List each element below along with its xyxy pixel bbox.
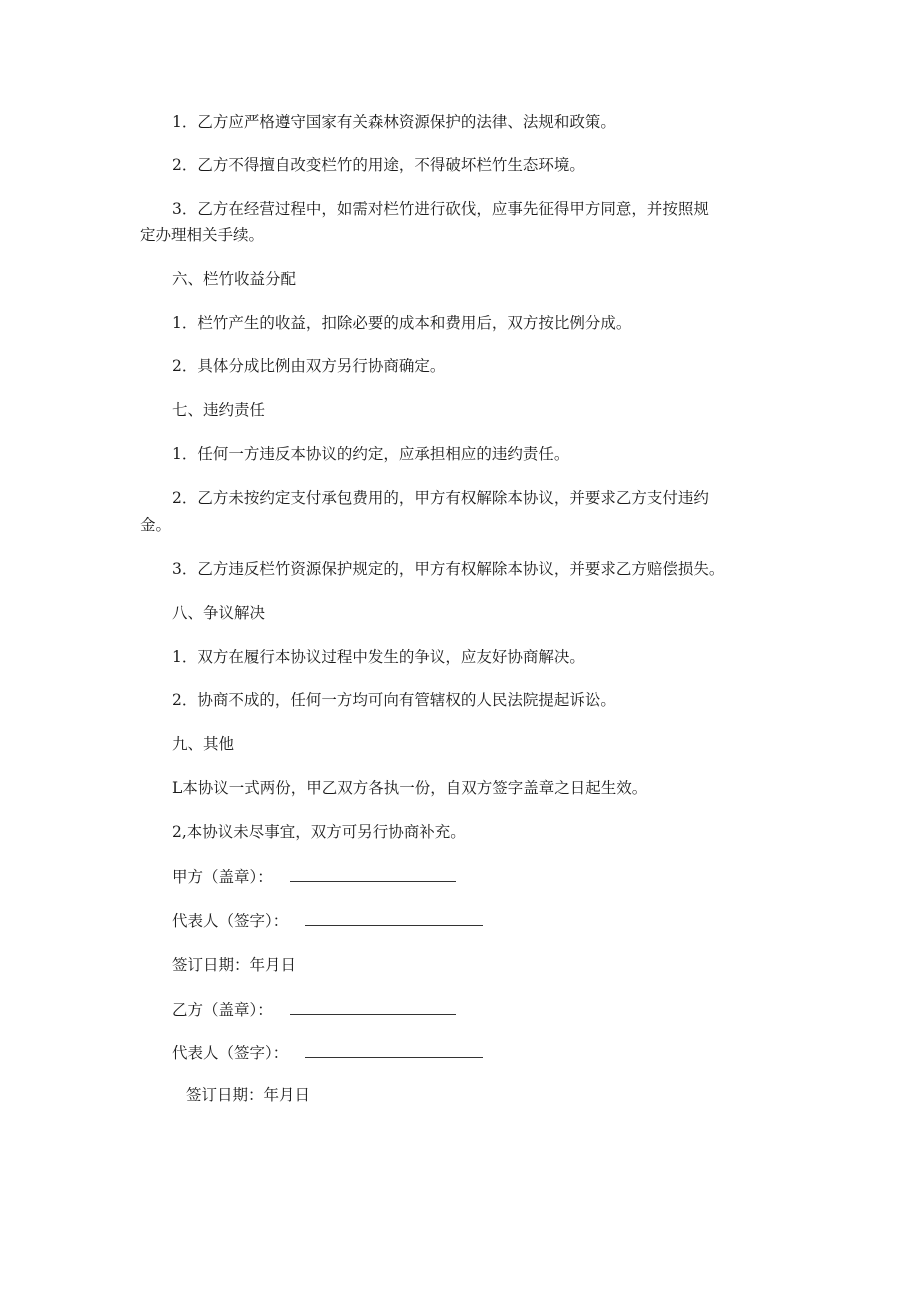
clause-8-2: 2．协商不成的，任何一方均可向有管辖权的人民法院提起诉讼。 — [172, 691, 616, 709]
clause-6-1: 1．栏竹产生的收益，扣除必要的成本和费用后，双方按比例分成。 — [172, 314, 632, 332]
clause-9-1: L本协议一式两份，甲乙双方各执一份，自双方签字盖章之日起生效。 — [172, 779, 648, 797]
party-b-rep-label: 代表人（签字）： — [172, 1044, 289, 1062]
clause-7-2: 2．乙方未按约定支付承包费用的，甲方有权解除本协议，并要求乙方支付违约 — [172, 489, 709, 507]
section-nine-title: 九、其他 — [172, 735, 235, 753]
clause-5-3: 3．乙方在经营过程中，如需对栏竹进行砍伐，应事先征得甲方同意，并按照规 — [172, 200, 709, 218]
clause-7-2-continued: 金。 — [140, 516, 172, 534]
party-b-rep-blank[interactable] — [305, 1043, 483, 1058]
party-a-rep-blank[interactable] — [305, 911, 483, 926]
clause-5-1: 1．乙方应严格遵守国家有关森林资源保护的法律、法规和政策。 — [172, 113, 616, 131]
clause-5-2: 2．乙方不得擅自改变栏竹的用途，不得破坏栏竹生态环境。 — [172, 156, 585, 174]
party-a-rep-row — [172, 910, 483, 932]
section-eight-title: 八、争议解决 — [172, 604, 266, 622]
party-a-rep-label: 代表人（签字）： — [172, 912, 289, 930]
party-a-seal-label: 甲方（盖章）： — [172, 868, 273, 886]
clause-7-3: 3．乙方违反栏竹资源保护规定的，甲方有权解除本协议，并要求乙方赔偿损失。 — [172, 560, 725, 578]
party-a-date: 签订日期：年月日 — [172, 956, 297, 974]
party-b-seal-row — [172, 999, 456, 1021]
party-b-seal-label: 乙方（盖章）： — [172, 1001, 273, 1019]
party-b-seal-blank[interactable] — [290, 1000, 456, 1015]
clause-6-2: 2．具体分成比例由双方另行协商确定。 — [172, 357, 446, 375]
party-b-date: 签订日期：年月日 — [186, 1086, 311, 1104]
party-a-seal-blank[interactable] — [290, 867, 456, 882]
clause-9-2: 2,本协议未尽事宜，双方可另行协商补充。 — [172, 823, 466, 841]
clause-5-3-continued: 定办理相关手续。 — [140, 226, 265, 244]
section-six-title: 六、栏竹收益分配 — [172, 270, 297, 288]
party-b-rep-row — [172, 1042, 483, 1064]
section-seven-title: 七、违约责任 — [172, 401, 266, 419]
clause-8-1: 1．双方在履行本协议过程中发生的争议，应友好协商解决。 — [172, 648, 585, 666]
clause-7-1: 1．任何一方违反本协议的约定，应承担相应的违约责任。 — [172, 445, 570, 463]
party-a-seal-row — [172, 866, 456, 888]
